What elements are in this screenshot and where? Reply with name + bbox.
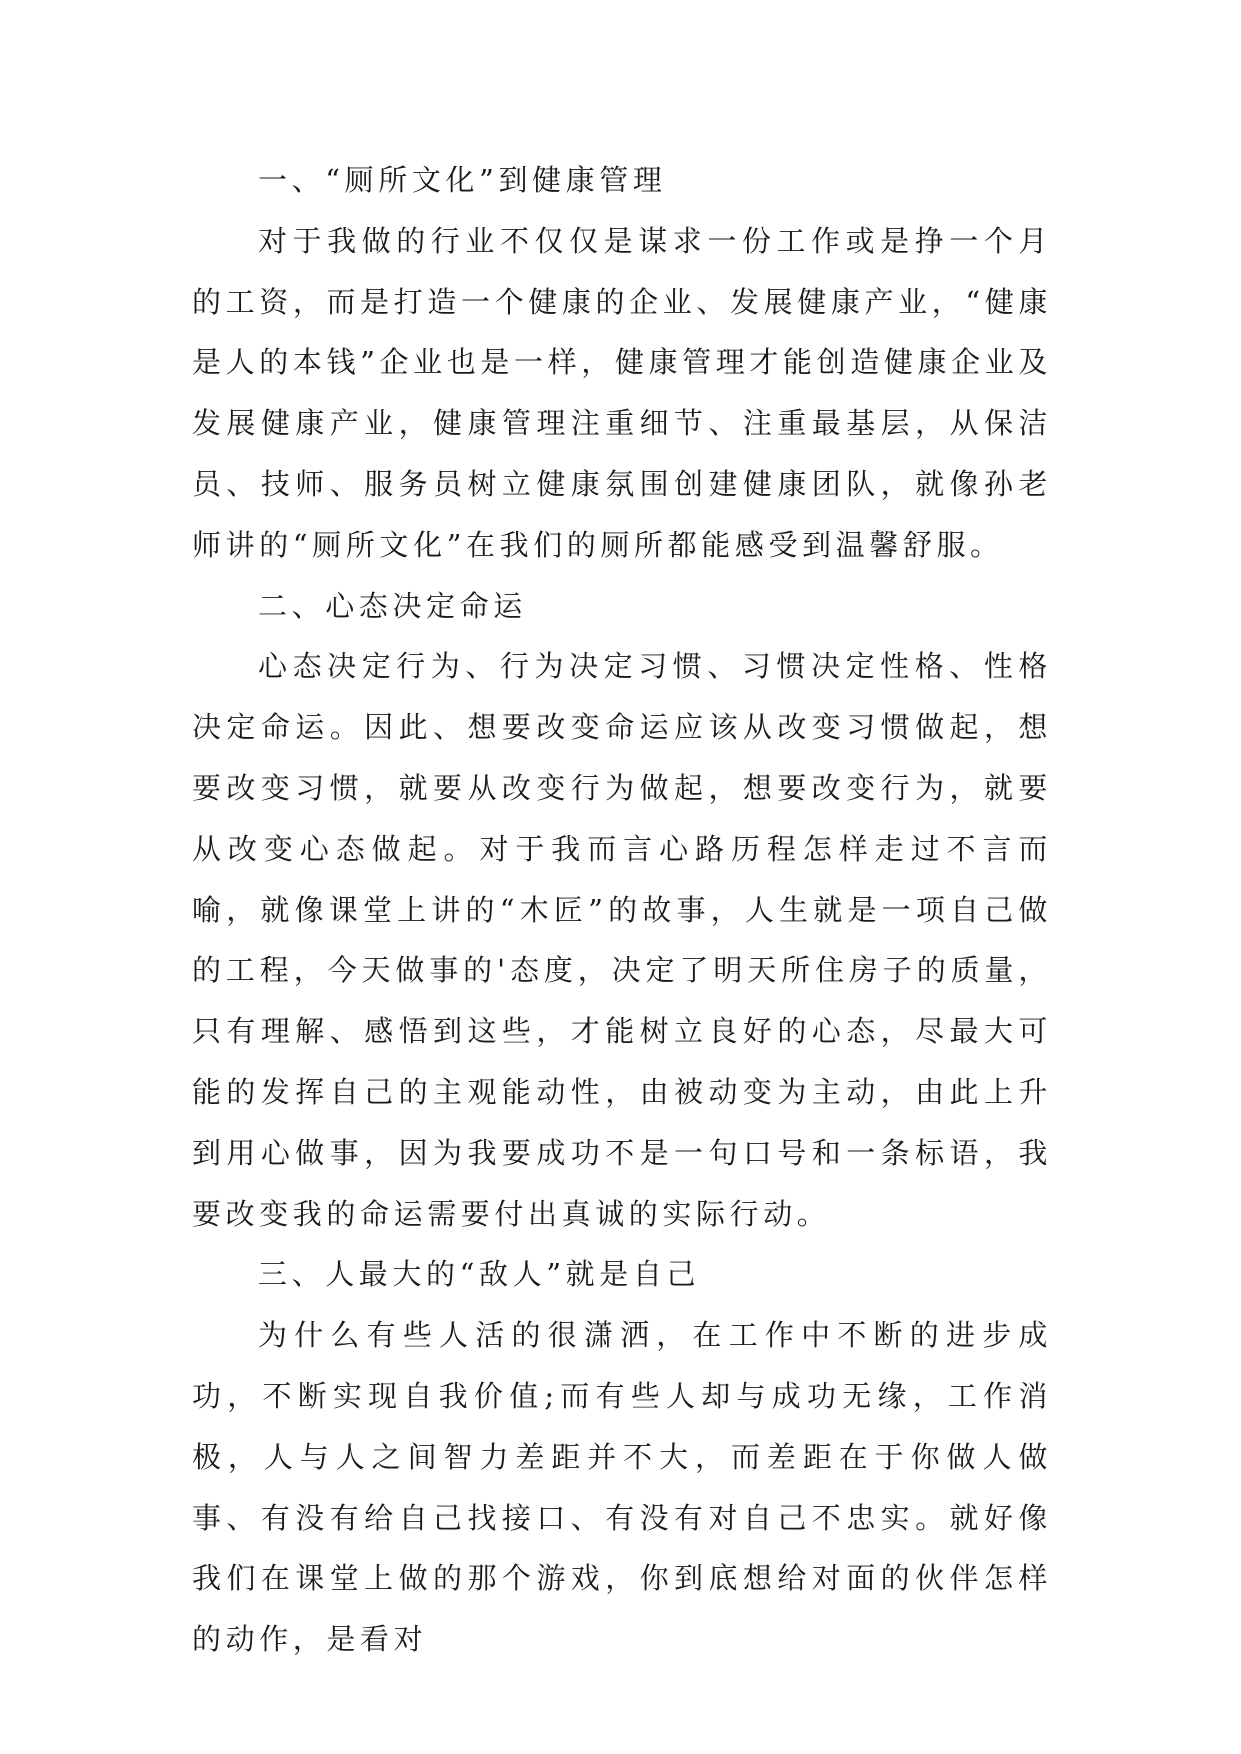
- section-1-paragraph: 对于我做的行业不仅仅是谋求一份工作或是挣一个月的工资，而是打造一个健康的企业、发展健康产业，“健康是人的本钱”企业也是一样，健康管理才能创造健康企业及发展健康产业，健康管理注重细节、注重最基层，从保洁员、技师、服务员树立健康氛围创建健康团队，就像孙老师讲的“厕所文化”在我们的厕所都能感受到温馨舒服。: [192, 223, 1052, 562]
- section-3-paragraph: 为什么有些人活的很潇洒，在工作中不断的进步成功，不断实现自我价值;而有些人却与成功无缘，工作消极，人与人之间智力差距并不大，而差距在于你做人做事、有没有给自己找接口、有没有对自己不忠实。就好像我们在课堂上做的那个游戏，你到底想给对面的伙伴怎样的动作，是看对: [192, 1318, 1052, 1657]
- section-heading-2: 二、心态决定命运: [258, 588, 527, 623]
- section-heading-1: 一、“厕所文化”到健康管理: [258, 163, 667, 197]
- section-2-paragraph: 心态决定行为、行为决定习惯、习惯决定性格、性格决定命运。因此、想要改变命运应该从改变习惯做起，想要改变习惯，就要从改变行为做起，想要改变行为，就要从改变心态做起。对于我而言心路历程怎样走过不言而喻，就像课堂上讲的“木匠”的故事，人生就是一项自己做的工程，今天做事的'态度，决定了明天所住房子的质量，只有理解、感悟到这些，才能树立良好的心态，尽最大可能的发挥自己的主观能动性，由被动变为主动，由此上升到用心做事，因为我要成功不是一句口号和一条标语，我要改变我的命运需要付出真诚的实际行动。: [192, 649, 1052, 1231]
- section-heading-3: 三、人最大的“敌人”就是自己: [258, 1257, 701, 1292]
- document-body: [192, 150, 1052, 1670]
